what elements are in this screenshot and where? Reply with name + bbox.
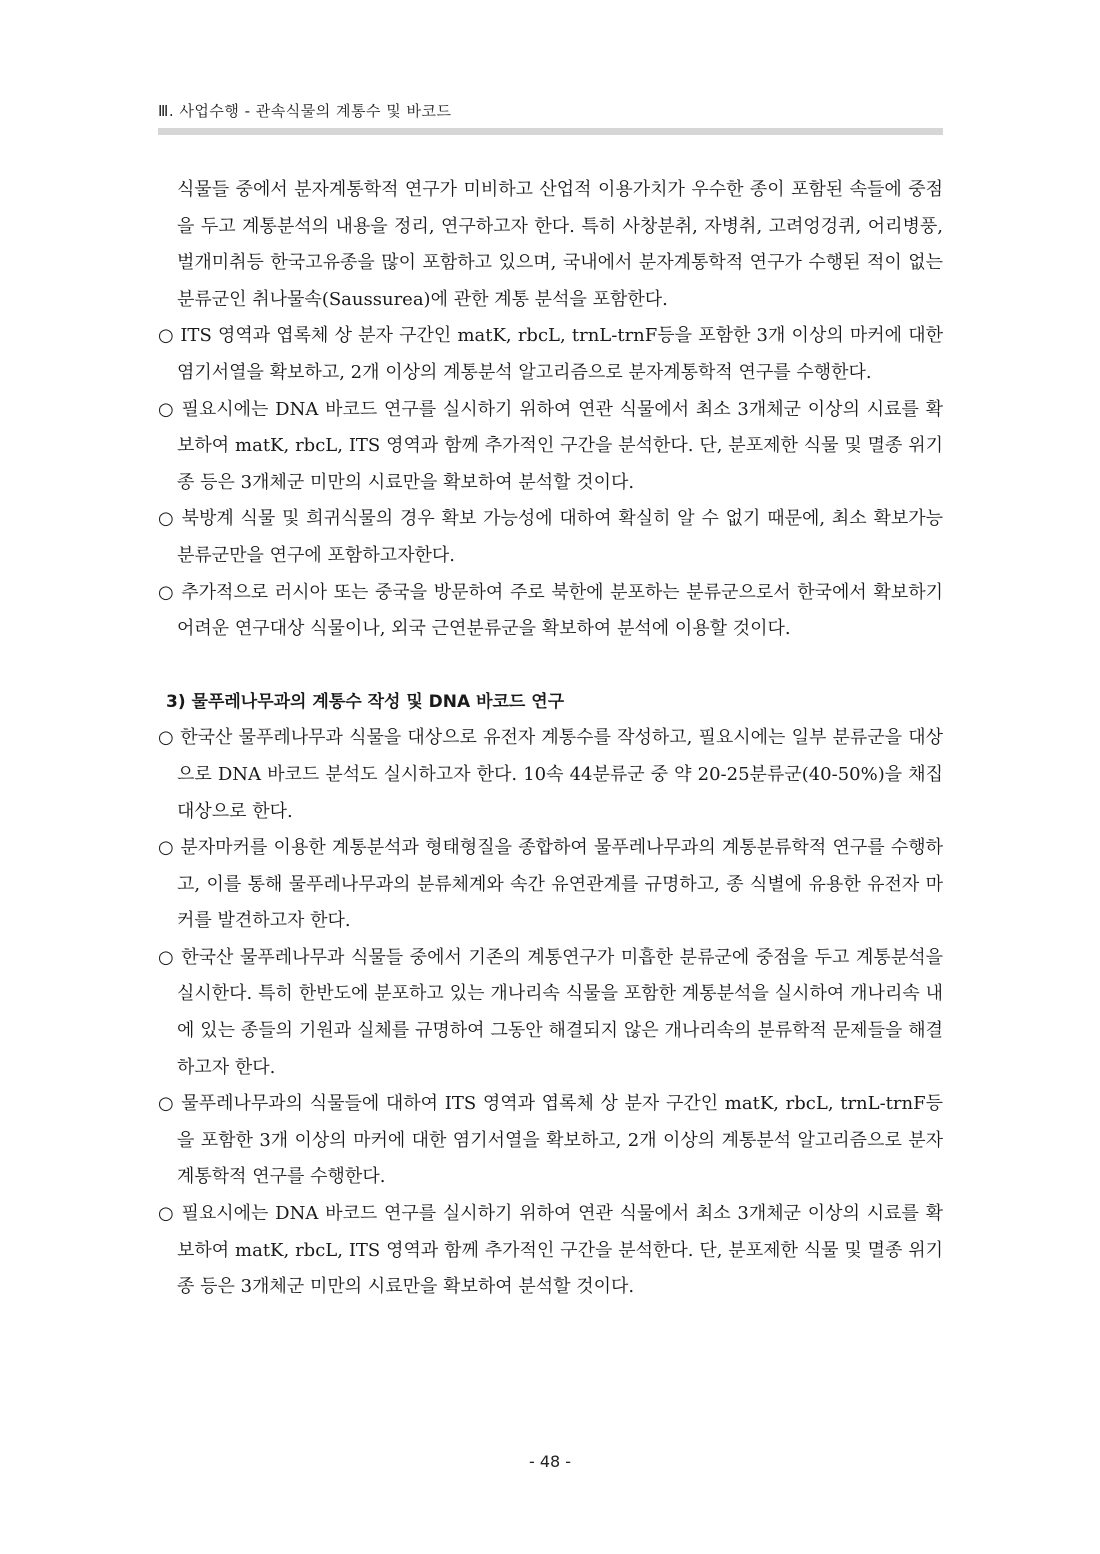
header-divider [158, 128, 943, 135]
section-heading: 3) 물푸레나무과의 계통수 작성 및 DNA 바코드 연구 [166, 691, 565, 712]
list-item: ○ ITS 영역과 엽록체 상 분자 구간인 matK, rbcL, trnL-trnF등을 포함한 3개 이상의 마커에 대한 염기서열을 확보하고, 2개 이상의 계통분석 알고리즘으로 분자계통학적 연구를 수행한다. [158, 325, 943, 383]
intro-paragraph: 식물들 중에서 분자계통학적 연구가 미비하고 산업적 이용가치가 우수한 종이 포함된 속들에 중점을 두고 계통분석의 내용을 정리, 연구하고자 한다. 특히 사창분취, 자병취, 고려엉겅퀴, 어리병풍, 벌개미취등 한국고유종을 많이 포함하고 있으며, 국내에서 분자계통학적 연구가 수행된 적이 없는 분류군인 취나물속(Saussurea)에 관한 계통 분석을 포함한다. [177, 179, 943, 310]
list-item: ○ 추가적으로 러시아 또는 중국을 방문하여 주로 북한에 분포하는 분류군으로서 한국에서 확보하기 어려운 연구대상 식물이나, 외국 근연분류군을 확보하여 분석에 이용할 것이다. [158, 581, 943, 640]
list-item: ○ 북방계 식물 및 희귀식물의 경우 확보 가능성에 대하여 확실히 알 수 없기 때문에, 최소 확보가능 분류군만을 연구에 포함하고자한다. [158, 508, 943, 566]
page-number: - 48 - [528, 1452, 572, 1471]
list-item: ○ 한국산 물푸레나무과 식물을 대상으로 유전자 계통수를 작성하고, 필요시에는 일부 분류군을 대상으로 DNA 바코드 분석도 실시하고자 한다. 10속 44분류군 중 약 20-25분류군(40-50%)을 채집대상으로 한다. [158, 727, 943, 822]
list-item: ○ 필요시에는 DNA 바코드 연구를 실시하기 위하여 연관 식물에서 최소 3개체군 이상의 시료를 확보하여 matK, rbcL, ITS 영역과 함께 추가적인 구간을 분석한다. 단, 분포제한 식물 및 멸종 위기종 등은 3개체군 미만의 시료만을 확보하여 분석할 것이다. [158, 1203, 943, 1298]
document-body [158, 172, 943, 1306]
list-item: ○ 한국산 물푸레나무과 식물들 중에서 기존의 계통연구가 미흡한 분류군에 중점을 두고 계통분석을 실시한다. 특히 한반도에 분포하고 있는 개나리속 식물을 포함한 계통분석을 실시하여 개나리속 내에 있는 종들의 기원과 실체를 규명하여 그동안 해결되지 않은 개나리속의 분류학적 문제들을 해결하고자 한다. [158, 946, 943, 1078]
list-item: ○ 물푸레나무과의 식물들에 대하여 ITS 영역과 엽록체 상 분자 구간인 matK, rbcL, trnL-trnF등을 포함한 3개 이상의 마커에 대한 염기서열을 확보하고, 2개 이상의 계통분석 알고리즘으로 분자계통학적 연구를 수행한다. [158, 1093, 943, 1188]
list-item: ○ 필요시에는 DNA 바코드 연구를 실시하기 위하여 연관 식물에서 최소 3개체군 이상의 시료를 확보하여 matK, rbcL, ITS 영역과 함께 추가적인 구간을 분석한다. 단, 분포제한 식물 및 멸종 위기종 등은 3개체군 미만의 시료만을 확보하여 분석할 것이다. [158, 398, 943, 493]
page-header: Ⅲ. 사업수행 - 관속식물의 계통수 및 바코드 [158, 102, 452, 120]
list-item: ○ 분자마커를 이용한 계통분석과 형태형질을 종합하여 물푸레나무과의 계통분류학적 연구를 수행하고, 이를 통해 물푸레나무과의 분류체계와 속간 유연관계를 규명하고, 종 식별에 유용한 유전자 마커를 발견하고자 한다. [158, 837, 943, 932]
section-spacer [158, 648, 943, 684]
